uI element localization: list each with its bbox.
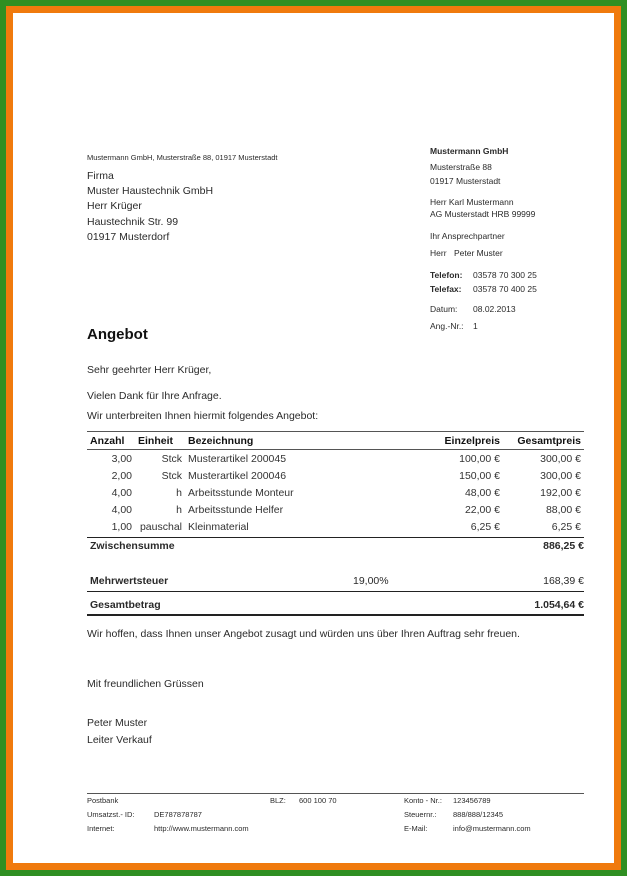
cell-qty: 4,00	[111, 503, 132, 516]
footer-tax-no-label: Steuernr.:	[404, 810, 437, 819]
footer-bank: Postbank	[87, 796, 119, 805]
footer-blz-label: BLZ:	[270, 796, 286, 805]
cell-description: Kleinmaterial	[188, 520, 249, 533]
column-header-qty: Anzahl	[87, 432, 135, 450]
cell-unit-price: 48,00 €	[464, 486, 500, 499]
sender-line: Mustermann GmbH, Musterstraße 88, 01917 Musterstadt	[87, 153, 278, 162]
phone-label: Telefon:	[430, 270, 463, 280]
company-name: Mustermann GmbH	[430, 146, 509, 156]
intro-text: Wir unterbreiten Ihnen hiermit folgendes Angebot:	[87, 410, 319, 422]
document-page	[13, 13, 614, 863]
total-divider	[87, 591, 584, 592]
contact-label: Ihr Ansprechpartner	[430, 231, 505, 241]
signer-name: Peter Muster	[87, 717, 148, 729]
footer-email-label: E-Mail:	[404, 824, 428, 833]
cell-qty: 4,00	[111, 486, 132, 499]
recipient-line: Herr Krüger	[87, 200, 142, 212]
cell-unit-price: 100,00 €	[459, 452, 500, 465]
greeting: Sehr geehrter Herr Krüger,	[87, 364, 212, 376]
cell-total: 192,00 €	[540, 486, 581, 499]
recipient-line: Haustechnik Str. 99	[87, 216, 179, 228]
cell-total: 300,00 €	[540, 452, 581, 465]
regards: Mit freundlichen Grüssen	[87, 678, 204, 690]
table-row	[87, 518, 584, 535]
vat-value: 168,39 €	[543, 575, 584, 587]
footer-divider	[87, 793, 584, 794]
fax-label: Telefax:	[430, 284, 462, 294]
intro-text: Vielen Dank für Ihre Anfrage.	[87, 390, 222, 402]
document-title: Angebot	[87, 326, 148, 343]
grand-total-value: 1.054,64 €	[534, 599, 584, 611]
grand-total-label: Gesamtbetrag	[90, 599, 161, 611]
company-street: Musterstraße 88	[430, 162, 492, 172]
column-header-unit: Einheit	[135, 432, 185, 450]
company-city: 01917 Musterstadt	[430, 176, 501, 186]
cell-qty: 3,00	[111, 452, 132, 465]
vat-rate: 19,00%	[353, 575, 389, 587]
table-header-row	[87, 432, 584, 450]
footer-web-label: Internet:	[87, 824, 115, 833]
table-row	[87, 467, 584, 484]
vat-label: Mehrwertsteuer	[90, 575, 169, 587]
signer-title: Leiter Verkauf	[87, 734, 152, 746]
table-row	[87, 450, 584, 468]
closing-text: Wir hoffen, dass Ihnen unser Angebot zusagt und würden uns über Ihren Auftrag sehr freuen.	[87, 628, 520, 640]
cell-total: 300,00 €	[540, 469, 581, 482]
company-register: AG Musterstadt HRB 99999	[430, 209, 536, 219]
cell-total: 6,25 €	[551, 520, 581, 533]
cell-unit: Stck	[161, 469, 182, 482]
cell-unit-price: 150,00 €	[459, 469, 500, 482]
subtotal-label: Zwischensumme	[90, 540, 175, 552]
cell-total: 88,00 €	[545, 503, 581, 516]
cell-description: Arbeitsstunde Helfer	[188, 503, 284, 516]
cell-qty: 1,00	[111, 520, 132, 533]
cell-unit-price: 6,25 €	[470, 520, 500, 533]
recipient-line: Muster Haustechnik GmbH	[87, 185, 214, 197]
column-header-description: Bezeichnung	[185, 432, 415, 450]
subtotal-value: 886,25 €	[543, 540, 584, 552]
cell-description: Musterartikel 200045	[188, 452, 287, 465]
column-header-unit-price: Einzelpreis	[415, 432, 503, 450]
cell-unit: h	[176, 503, 182, 516]
subtotal-divider	[87, 537, 584, 538]
offer-number-value: 1	[473, 321, 478, 331]
footer-tax-no: 888/888/12345	[453, 810, 504, 819]
cell-unit: Stck	[161, 452, 182, 465]
contact-name: Peter Muster	[454, 248, 503, 258]
recipient-line: Firma	[87, 170, 114, 182]
footer-account: 123456789	[453, 796, 491, 805]
footer-email-link[interactable]: info@mustermann.com	[453, 824, 531, 833]
offer-table	[87, 431, 584, 535]
cell-unit: h	[176, 486, 182, 499]
phone-value: 03578 70 300 25	[473, 270, 537, 280]
cell-description: Arbeitsstunde Monteur	[188, 486, 294, 499]
recipient-line: 01917 Musterdorf	[87, 231, 170, 243]
cell-unit: pauschal	[139, 520, 182, 533]
grand-total-underline	[87, 614, 584, 616]
column-header-total: Gesamtpreis	[503, 432, 584, 450]
cell-description: Musterartikel 200046	[188, 469, 287, 482]
cell-unit-price: 22,00 €	[464, 503, 500, 516]
table-row	[87, 484, 584, 501]
offer-number-label: Ang.-Nr.:	[430, 321, 464, 331]
fax-value: 03578 70 400 25	[473, 284, 537, 294]
footer-web-link[interactable]: http://www.mustermann.com	[154, 824, 249, 833]
company-owner: Herr Karl Mustermann	[430, 197, 514, 207]
date-label: Datum:	[430, 304, 458, 314]
footer-vat-id-label: Umsatzst.- ID:	[87, 810, 135, 819]
contact-salutation: Herr	[430, 248, 447, 258]
footer-blz: 600 100 70	[299, 796, 337, 805]
date-value: 08.02.2013	[473, 304, 516, 314]
footer-vat-id: DE787878787	[154, 810, 202, 819]
footer-account-label: Konto - Nr.:	[404, 796, 442, 805]
table-row	[87, 501, 584, 518]
cell-qty: 2,00	[111, 469, 132, 482]
